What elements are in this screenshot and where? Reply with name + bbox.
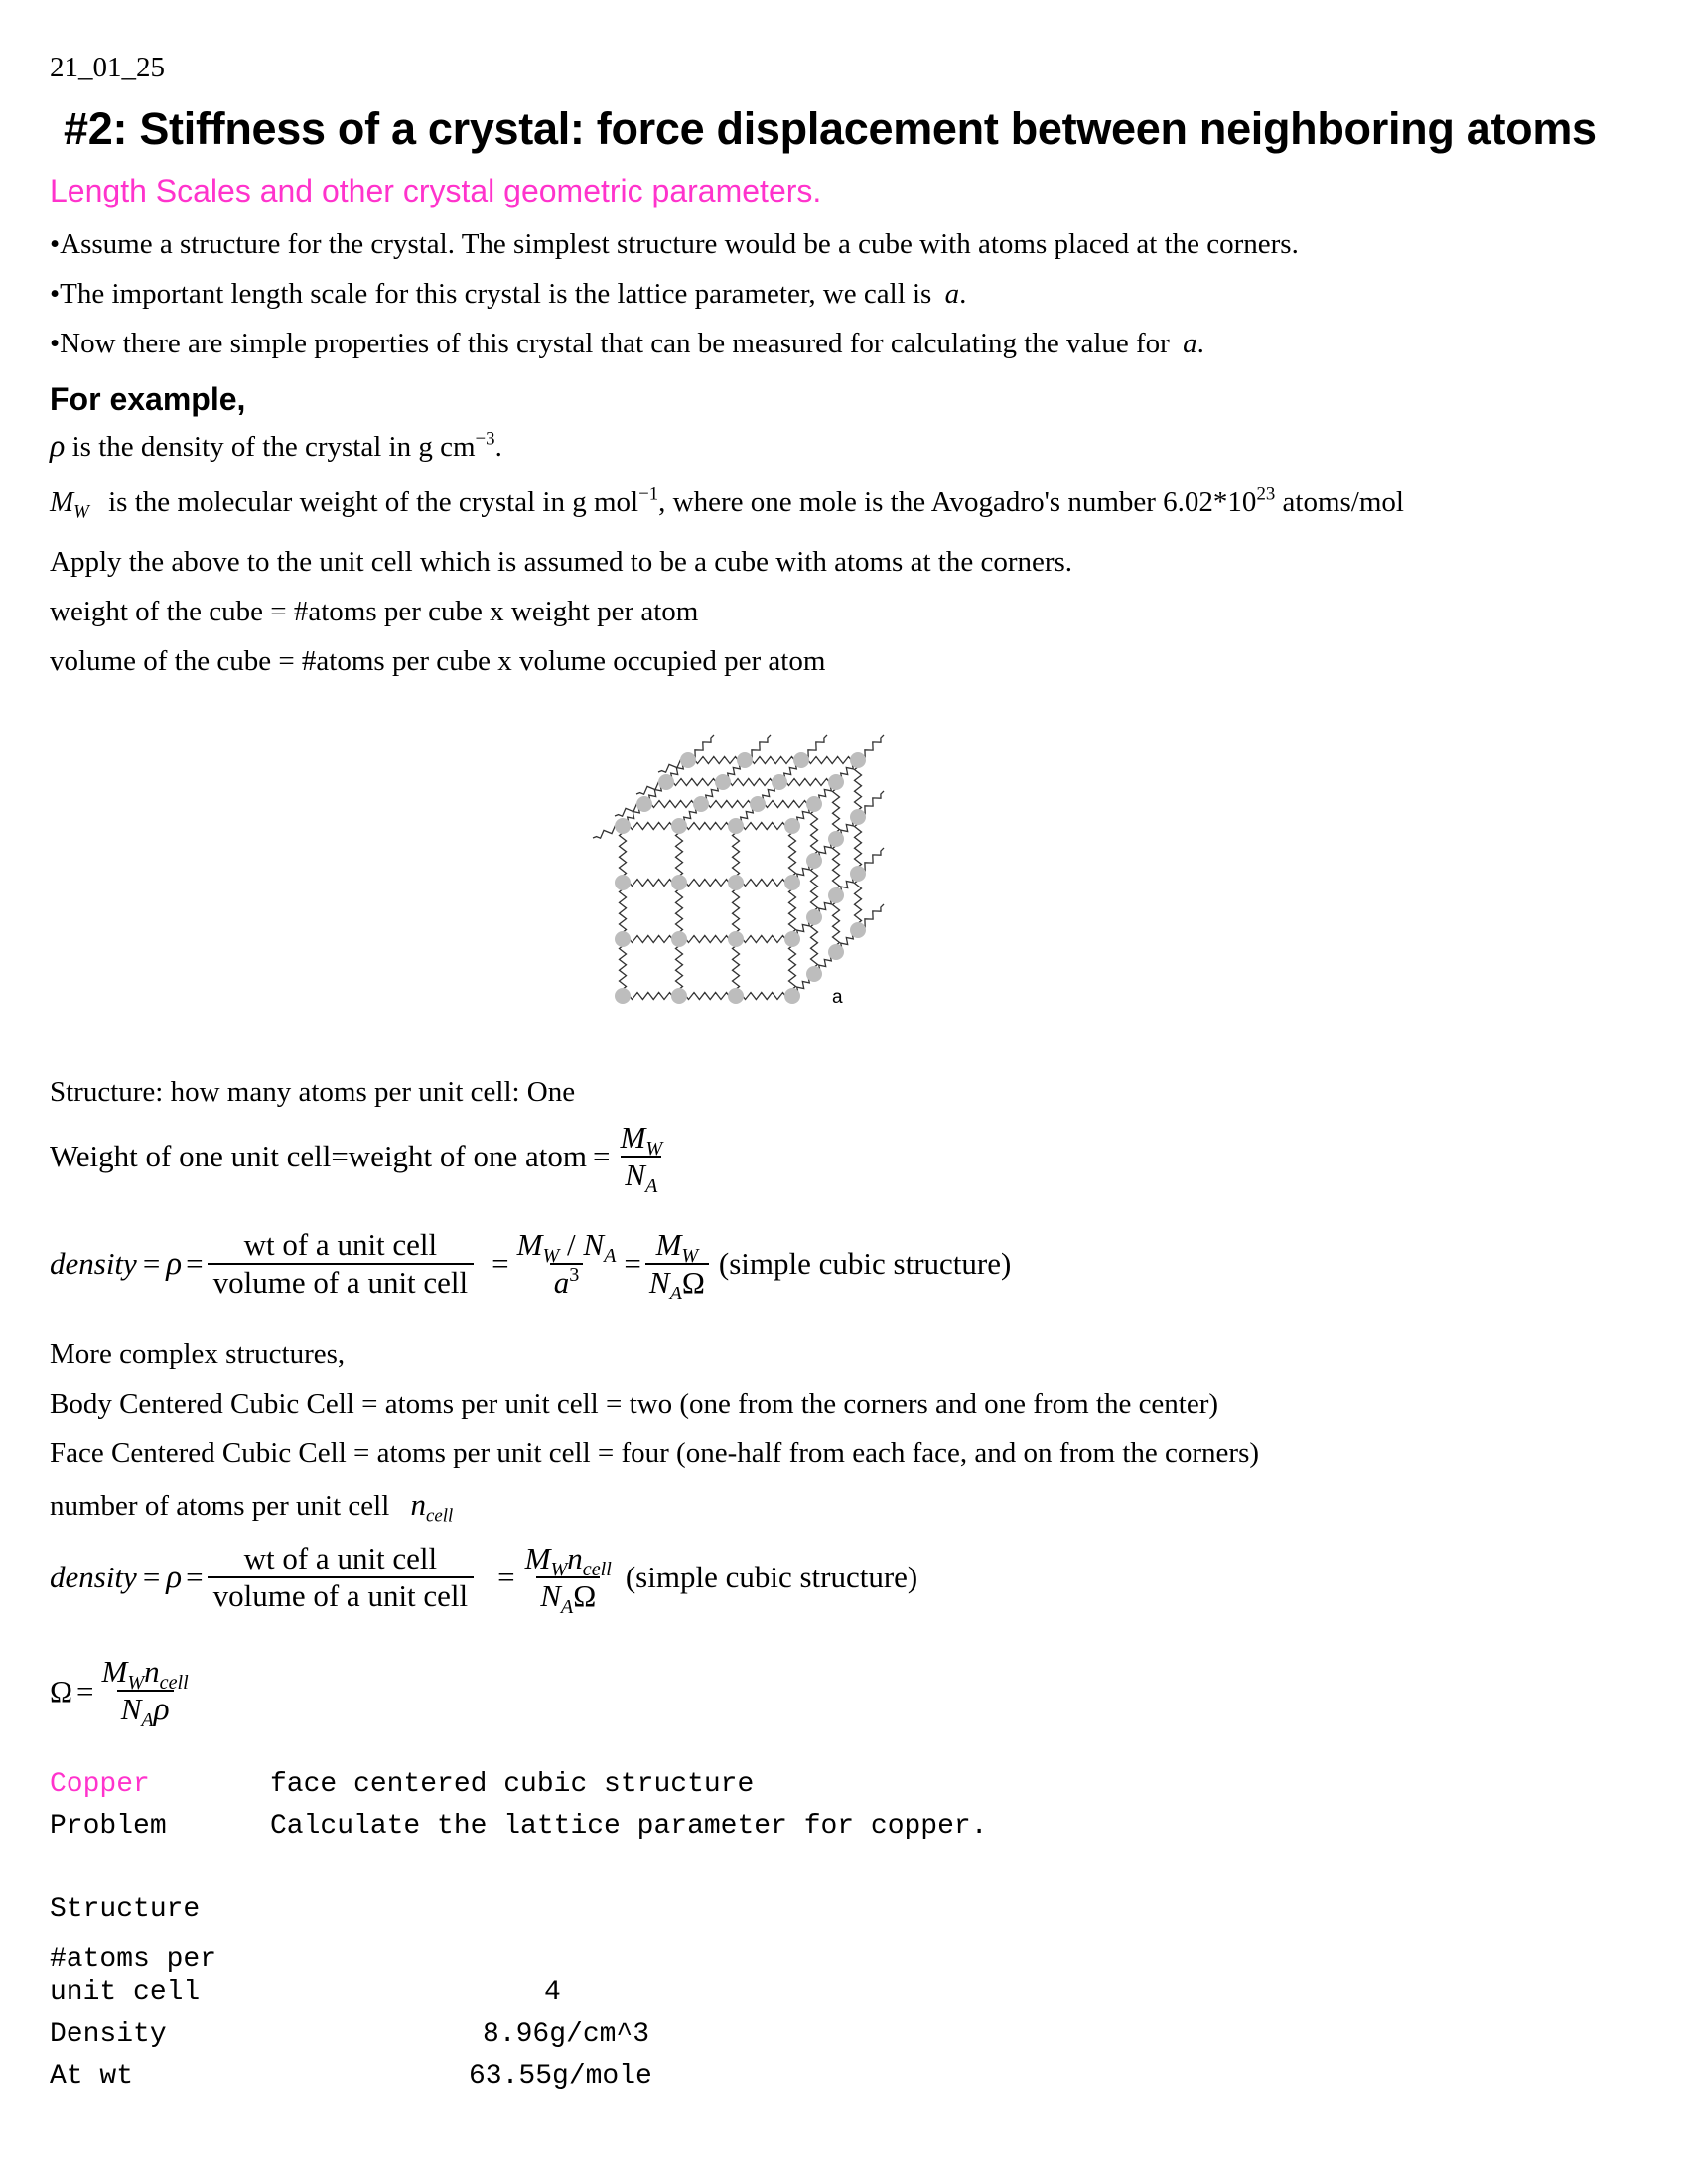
atwt-label: At wt xyxy=(50,2061,134,2092)
atom xyxy=(671,818,687,834)
spring-bond xyxy=(620,939,627,996)
subscript-A: A xyxy=(604,1245,617,1268)
mw-na-over-a3-fraction xyxy=(513,1227,621,1300)
equals: = xyxy=(142,1560,161,1594)
lattice-parameter-label: a xyxy=(832,987,843,1008)
symbol-n: n xyxy=(567,1541,583,1575)
atom xyxy=(671,988,687,1004)
atwt-value: 63.55g/mole xyxy=(469,2061,652,2092)
mw-text: is the molecular weight of the crystal in g mol xyxy=(100,486,639,518)
numerator-text: wt of a unit cell xyxy=(243,1541,438,1575)
symbol-rho: ρ xyxy=(50,427,66,463)
spring-bond xyxy=(745,757,801,764)
subscript-cell: cell xyxy=(582,1559,612,1581)
symbol-omega: Ω xyxy=(573,1578,597,1613)
atom xyxy=(658,774,674,790)
spring-bond xyxy=(676,939,683,996)
atom xyxy=(784,988,800,1004)
atom xyxy=(680,752,696,768)
spring-bond xyxy=(623,993,679,1000)
denominator-text: volume of a unit cell xyxy=(208,1576,475,1614)
spring-bond xyxy=(644,801,701,808)
atom xyxy=(728,818,744,834)
atom xyxy=(671,931,687,947)
atom xyxy=(784,931,800,947)
spring-bond xyxy=(733,883,740,939)
atom xyxy=(828,774,844,790)
subscript-W: W xyxy=(550,1559,568,1581)
wt-over-volume-fraction xyxy=(208,1227,475,1300)
subscript-A: A xyxy=(644,1175,658,1198)
atom xyxy=(806,853,822,869)
spring-bond xyxy=(855,760,862,817)
volume-cube-line: volume of the cube = #atoms per cube x volume occupied per atom xyxy=(50,645,826,677)
atom xyxy=(772,774,787,790)
atom xyxy=(806,909,822,925)
spring-bond xyxy=(789,939,796,996)
weight-unit-cell-text: Weight of one unit cell=weight of one atom xyxy=(50,1139,587,1173)
atom xyxy=(615,931,631,947)
spring-bond xyxy=(620,826,627,883)
atom xyxy=(850,866,866,882)
subscript-W: W xyxy=(645,1138,663,1160)
atom xyxy=(850,752,866,768)
symbol-a: a xyxy=(944,278,960,310)
atom xyxy=(728,875,744,890)
spring-bond xyxy=(779,779,836,786)
fcc-line: Face Centered Cubic Cell = atoms per unit cell = four (one-half from each face, and on from the corners) xyxy=(50,1437,1260,1469)
simple-cubic-note: (simple cubic structure) xyxy=(718,1246,1012,1281)
bullet-text: •Now there are simple properties of this crystal that can be measured for calculating the value for xyxy=(50,328,1170,359)
symbol-rho: ρ xyxy=(166,1559,183,1595)
spring-bond xyxy=(758,801,814,808)
subscript-cell: cell xyxy=(159,1672,189,1695)
simple-cubic-note: (simple cubic structure) xyxy=(625,1560,918,1594)
period: . xyxy=(959,278,967,310)
density-label: Density xyxy=(50,2019,167,2050)
atom xyxy=(636,796,652,812)
weight-unit-cell-equation xyxy=(50,1120,666,1198)
symbol-rho: ρ xyxy=(166,1245,183,1282)
bcc-line: Body Centered Cubic Cell = atoms per unit cell = two (one from the corners and one from the center) xyxy=(50,1388,1219,1420)
rho-exponent: −3 xyxy=(475,428,495,450)
spring-bond xyxy=(623,880,679,887)
copper-description: face centered cubic structure xyxy=(270,1769,755,1800)
density-word: density xyxy=(50,1246,137,1281)
spring-bond xyxy=(679,936,736,943)
omega-fraction xyxy=(98,1654,193,1732)
spring-bond xyxy=(789,883,796,939)
period: . xyxy=(1196,328,1204,359)
spring-bond xyxy=(811,917,818,974)
more-complex-line: More complex structures, xyxy=(50,1338,346,1370)
atom xyxy=(828,831,844,847)
spring-bond xyxy=(833,782,840,839)
rho-text: is the density of the crystal in g cm xyxy=(65,431,476,463)
n-cell-text: number of atoms per unit cell xyxy=(50,1490,390,1522)
mw-text-avogadro: , where one mole is the Avogadro's number 6.02*10 xyxy=(658,486,1257,518)
spring-bond xyxy=(833,839,840,895)
equals: = xyxy=(142,1246,161,1281)
spring-bond xyxy=(623,936,679,943)
density-equation-simple xyxy=(50,1227,1012,1305)
spring-bond xyxy=(666,779,723,786)
subscript-A: A xyxy=(141,1709,154,1732)
atom xyxy=(715,774,731,790)
numerator-text: wt of a unit cell xyxy=(243,1227,438,1262)
spring-bond xyxy=(736,936,792,943)
mw-ncell-over-na-omega-fraction xyxy=(521,1541,616,1619)
symbol-a: a xyxy=(553,1265,570,1299)
bullet-length-scale xyxy=(50,278,966,311)
problem-label: Problem xyxy=(50,1811,167,1842)
omega-equation xyxy=(50,1654,193,1732)
slash: / xyxy=(567,1227,576,1262)
spring-bond xyxy=(679,880,736,887)
atom xyxy=(784,875,800,890)
crystal-lattice-figure xyxy=(576,715,904,1023)
mw-text-units: atoms/mol xyxy=(1275,486,1404,518)
atom xyxy=(750,796,766,812)
equals: = xyxy=(624,1246,641,1281)
equals: = xyxy=(492,1246,509,1281)
symbol-N: N xyxy=(120,1692,142,1726)
spring-bond xyxy=(736,993,792,1000)
bullet-text: •The important length scale for this crystal is the lattice parameter, we call is xyxy=(50,278,932,310)
subscript-W: W xyxy=(73,501,89,523)
equals: = xyxy=(497,1560,515,1594)
example-heading: For example, xyxy=(50,381,246,417)
subscript-W: W xyxy=(681,1245,699,1268)
spring-bond xyxy=(701,801,758,808)
symbol-n: n xyxy=(144,1654,160,1689)
equals: = xyxy=(186,1560,204,1594)
apply-line: Apply the above to the unit cell which is assumed to be a cube with atoms at the corners. xyxy=(50,546,1073,578)
atom xyxy=(784,818,800,834)
denominator-text: volume of a unit cell xyxy=(208,1263,475,1300)
subscript-A: A xyxy=(560,1596,574,1619)
period: . xyxy=(494,431,502,463)
symbol-omega: Ω xyxy=(681,1265,705,1299)
subscript-cell: cell xyxy=(426,1505,454,1527)
spring-bond xyxy=(833,895,840,952)
equals: = xyxy=(76,1673,94,1708)
problem-description: Calculate the lattice parameter for copper. xyxy=(270,1811,988,1842)
spring-bond xyxy=(733,826,740,883)
atom xyxy=(728,931,744,947)
spring-bond xyxy=(736,823,792,830)
symbol-M: M xyxy=(620,1120,646,1155)
structure-label: Structure xyxy=(50,1894,201,1925)
atom xyxy=(850,809,866,825)
spring-bond xyxy=(811,861,818,917)
density-word: density xyxy=(50,1560,137,1594)
spring-bond xyxy=(723,779,779,786)
wt-over-volume-fraction xyxy=(208,1541,475,1614)
atom xyxy=(806,966,822,982)
density-value: 8.96g/cm^3 xyxy=(483,2019,650,2050)
spring-bond xyxy=(801,757,858,764)
symbol-N: N xyxy=(583,1227,605,1262)
symbol-M: M xyxy=(101,1654,128,1689)
unit-cell-label: unit cell xyxy=(50,1978,201,2008)
symbol-M: M xyxy=(655,1227,682,1262)
symbol-omega: Ω xyxy=(50,1673,73,1708)
spring-bond xyxy=(736,880,792,887)
symbol-N: N xyxy=(625,1158,645,1192)
mw-over-na-omega-fraction xyxy=(645,1227,709,1305)
spring-bond xyxy=(679,993,736,1000)
subscript-W: W xyxy=(542,1245,560,1268)
atoms-per-cell-line: Structure: how many atoms per unit cell: One xyxy=(50,1076,576,1108)
symbol-M: M xyxy=(516,1227,543,1262)
bullet-structure: •Assume a structure for the crystal. The simplest structure would be a cube with atoms placed at the corners. xyxy=(50,228,1299,260)
spring-bond xyxy=(855,874,862,930)
rho-definition xyxy=(50,427,502,464)
mw-exponent: −1 xyxy=(638,483,659,505)
spring-bond xyxy=(679,823,736,830)
spring-bond xyxy=(623,823,679,830)
density-equation-ncell xyxy=(50,1541,918,1619)
symbol-a: a xyxy=(1183,328,1197,359)
spring-bond xyxy=(811,804,818,861)
document-date: 21_01_25 xyxy=(50,52,165,83)
atom xyxy=(850,922,866,938)
spring-bond xyxy=(676,826,683,883)
mw-over-na-fraction xyxy=(616,1120,666,1198)
symbol-M: M xyxy=(524,1541,551,1575)
symbol-N: N xyxy=(648,1265,670,1299)
symbol-N: N xyxy=(540,1578,561,1613)
equals: = xyxy=(593,1139,611,1173)
spring-bonds xyxy=(593,735,884,1000)
subscript-W: W xyxy=(127,1672,145,1695)
subscript-A: A xyxy=(669,1283,682,1305)
atom xyxy=(728,988,744,1004)
symbol-M: M xyxy=(50,486,74,518)
bullet-properties xyxy=(50,328,1204,360)
atom xyxy=(615,818,631,834)
spring-bond xyxy=(855,817,862,874)
atom xyxy=(615,988,631,1004)
atom xyxy=(615,875,631,890)
spring-bond xyxy=(789,826,796,883)
atom xyxy=(828,944,844,960)
cube-exponent: 3 xyxy=(569,1263,580,1286)
equals: = xyxy=(186,1246,204,1281)
spring-bond xyxy=(620,883,627,939)
atom xyxy=(693,796,709,812)
section-subtitle: Length Scales and other crystal geometric parameters. xyxy=(50,173,822,208)
spring-bond xyxy=(733,939,740,996)
n-cell-line xyxy=(50,1487,454,1527)
atom xyxy=(828,887,844,903)
copper-label: Copper xyxy=(50,1769,150,1800)
weight-cube-line: weight of the cube = #atoms per cube x weight per atom xyxy=(50,596,699,627)
spring-bond xyxy=(676,883,683,939)
atom xyxy=(737,752,753,768)
atom xyxy=(671,875,687,890)
atoms-per-label: #atoms per xyxy=(50,1944,217,1975)
symbol-rho: ρ xyxy=(153,1692,170,1727)
atom xyxy=(806,796,822,812)
atoms-value: 4 xyxy=(544,1978,561,2008)
spring-bond xyxy=(688,757,745,764)
mw-definition xyxy=(50,483,1404,523)
page-title: #2: Stiffness of a crystal: force displacement between neighboring atoms xyxy=(64,103,1597,154)
symbol-n: n xyxy=(410,1487,427,1522)
atom xyxy=(793,752,809,768)
avogadro-exponent: 23 xyxy=(1256,483,1276,505)
